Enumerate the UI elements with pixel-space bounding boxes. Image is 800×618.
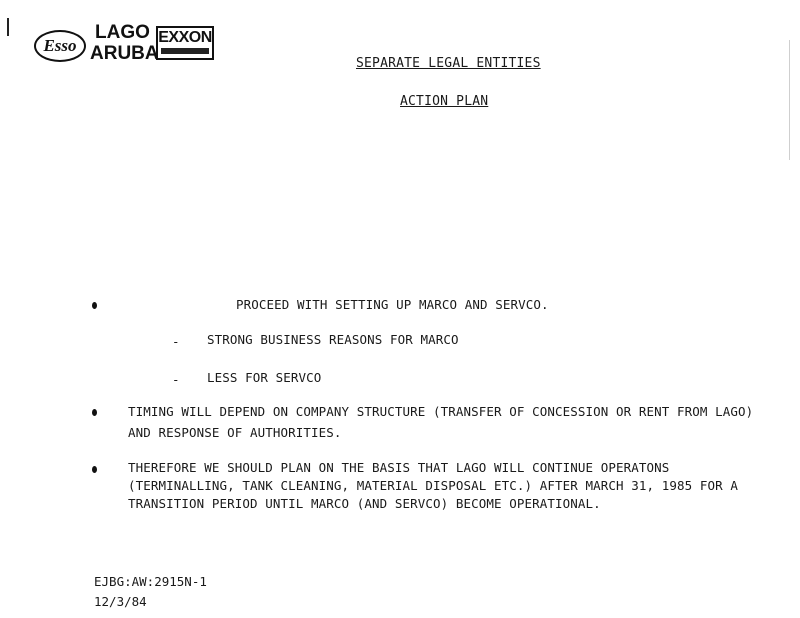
point-3-line-3: TRANSITION PERIOD UNTIL MARCO (AND SERVCO) BECOME OPERATIONAL. xyxy=(128,496,601,511)
scan-edge-mark xyxy=(7,18,9,36)
document-subtitle: ACTION PLAN xyxy=(400,94,489,109)
aruba-logo-text: ARUBA xyxy=(90,43,159,64)
lago-aruba-logo xyxy=(90,22,159,64)
point-3-line-2: (TERMINALLING, TANK CLEANING, MATERIAL DISPOSAL ETC.) AFTER MARCH 31, 1985 FOR A xyxy=(128,478,739,493)
document-title: SEPARATE LEGAL ENTITIES xyxy=(356,56,541,71)
reference-code: EJBG:AW:2915N-1 xyxy=(94,574,207,589)
subpoint-2-marker: - xyxy=(172,372,180,387)
lago-logo-text: LAGO xyxy=(95,22,150,43)
point-2-line-1: TIMING WILL DEPEND ON COMPANY STRUCTURE (TRANSFER OF CONCESSION OR RENT FROM LAGO) xyxy=(128,404,754,419)
exxon-logo-bar xyxy=(161,48,209,54)
esso-logo-text: Esso xyxy=(43,36,77,55)
bullet-2 xyxy=(92,409,97,416)
subpoint-1-marker: - xyxy=(172,334,180,349)
point-3-line-1: THEREFORE WE SHOULD PLAN ON THE BASIS THAT LAGO WILL CONTINUE OPERATONS xyxy=(128,460,670,475)
bullet-3 xyxy=(92,466,97,473)
exxon-logo xyxy=(156,26,214,60)
esso-logo xyxy=(34,30,86,62)
point-1-text: PROCEED WITH SETTING UP MARCO AND SERVCO. xyxy=(236,297,549,312)
subpoint-2-text: LESS FOR SERVCO xyxy=(207,370,322,385)
point-2-line-2: AND RESPONSE OF AUTHORITIES. xyxy=(128,425,342,440)
exxon-logo-text: EXXON xyxy=(158,29,212,46)
document-date: 12/3/84 xyxy=(94,594,147,609)
scan-right-edge xyxy=(789,40,790,160)
company-logo xyxy=(32,22,218,66)
subpoint-1-text: STRONG BUSINESS REASONS FOR MARCO xyxy=(207,332,459,347)
bullet-1 xyxy=(92,302,97,309)
document-footer xyxy=(94,572,207,612)
